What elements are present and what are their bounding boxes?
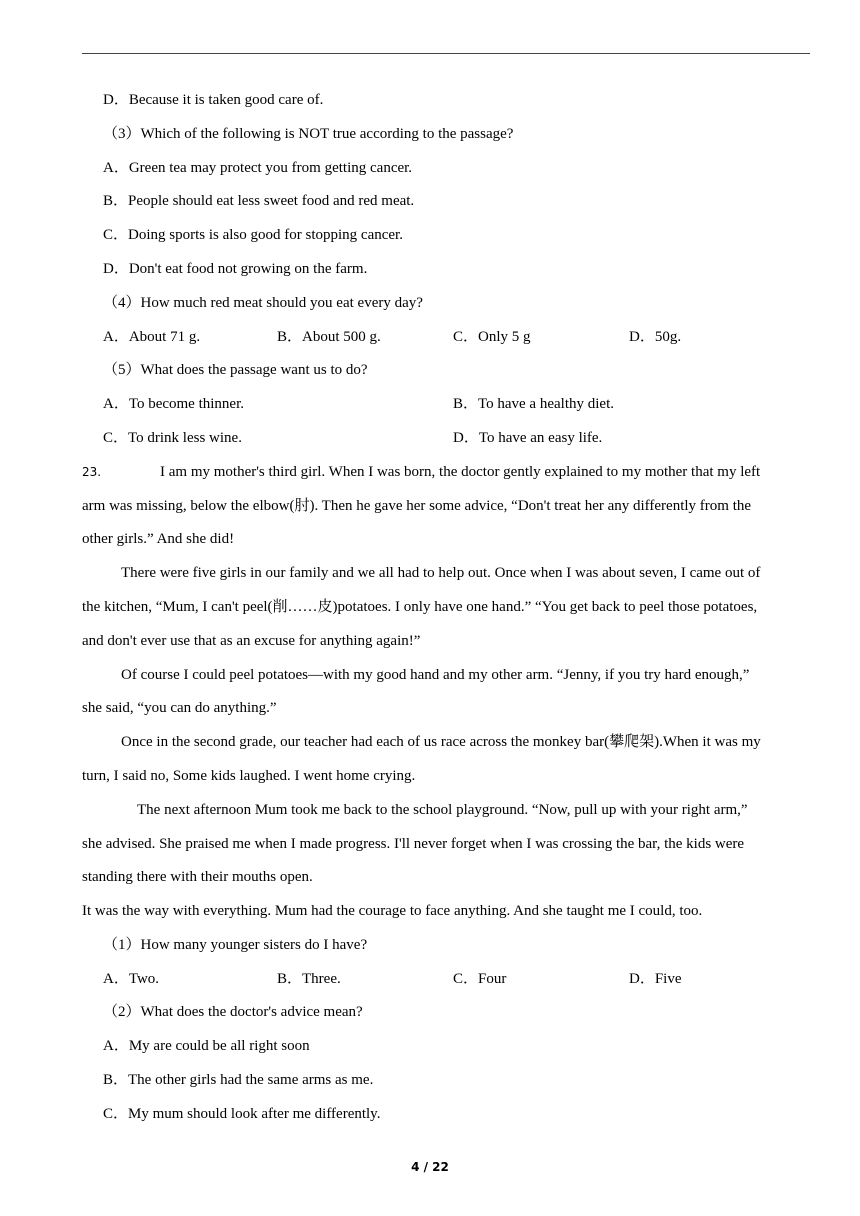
q22-q4-option-b: B．About 500 g. xyxy=(277,329,381,345)
q22-q3-option-d: D．Don't eat food not growing on the farm. xyxy=(103,261,368,277)
q23-q1-option-a: A．Two. xyxy=(103,971,160,987)
q23-q1-option-d: D．Five xyxy=(629,971,682,987)
q22-q5-option-d: D．To have an easy life. xyxy=(453,430,603,446)
q23-passage-line: Of course I could peel potatoes—with my good hand and my other arm. “Jenny, if you try hard enough,” xyxy=(121,667,750,683)
q22-q3-option-a: A．Green tea may protect you from getting cancer. xyxy=(103,160,413,176)
q23-passage-line: she said, “you can do anything.” xyxy=(82,700,277,716)
q23-passage-line: and don't ever use that as an excuse for anything again!” xyxy=(82,633,421,649)
q23-q1-stem: （1）How many younger sisters do I have? xyxy=(103,937,368,953)
q22-q5-option-b: B．To have a healthy diet. xyxy=(453,396,614,412)
q23-q1-option-c: C．Four xyxy=(453,971,507,987)
q23-passage-line: turn, I said no, Some kids laughed. I went home crying. xyxy=(82,768,416,784)
q23-q2-option-a: A．My are could be all right soon xyxy=(103,1038,310,1054)
q22-q4-option-a: A．About 71 g. xyxy=(103,329,201,345)
q23-passage-line: arm was missing, below the elbow(肘). Then he gave her some advice, “Don't treat her any differently from the xyxy=(82,498,752,514)
q22-q5-option-a: A．To become thinner. xyxy=(103,396,244,412)
q22-q4-stem: （4）How much red meat should you eat every day? xyxy=(103,295,423,311)
header-rule xyxy=(82,53,810,54)
q23-number: 23. xyxy=(82,465,102,479)
q23-passage-line: There were five girls in our family and we all had to help out. Once when I was about seven, I came out of xyxy=(121,565,761,581)
q22-q3-option-b: B．People should eat less sweet food and red meat. xyxy=(103,193,415,209)
q23-q1-option-b: B．Three. xyxy=(277,971,341,987)
q22-q2-option-d: D．Because it is taken good care of. xyxy=(103,92,324,108)
q23-passage-line: the kitchen, “Mum, I can't peel(削……皮)potatoes. I only have one hand.” “You get back to peel those potatoes, xyxy=(82,599,758,615)
q23-passage-line: she advised. She praised me when I made progress. I'll never forget when I was crossing the bar, the kids were xyxy=(82,836,745,852)
q22-q4-option-c: C．Only 5 g xyxy=(453,329,531,345)
q23-passage-line: other girls.” And she did! xyxy=(82,531,235,547)
q23-passage-line: The next afternoon Mum took me back to the school playground. “Now, pull up with your right arm,” xyxy=(137,802,748,818)
page-number: 4 / 22 xyxy=(411,1160,449,1174)
q22-q4-option-d: D．50g. xyxy=(629,329,682,345)
q23-q2-stem: （2）What does the doctor's advice mean? xyxy=(103,1004,363,1020)
q23-passage-line: I am my mother's third girl. When I was born, the doctor gently explained to my mother that my left xyxy=(160,464,761,480)
q22-q3-stem: （3）Which of the following is NOT true according to the passage? xyxy=(103,126,514,142)
q22-q3-option-c: C．Doing sports is also good for stopping cancer. xyxy=(103,227,403,243)
q22-q5-option-c: C．To drink less wine. xyxy=(103,430,242,446)
q23-q2-option-c: C．My mum should look after me differently. xyxy=(103,1106,381,1122)
q23-passage-line: Once in the second grade, our teacher had each of us race across the monkey bar(攀爬架).When it was my xyxy=(121,734,761,750)
q23-passage-line: It was the way with everything. Mum had the courage to face anything. And she taught me I could, too. xyxy=(82,903,703,919)
q23-q2-option-b: B．The other girls had the same arms as me. xyxy=(103,1072,374,1088)
q22-q5-stem: （5）What does the passage want us to do? xyxy=(103,362,368,378)
q23-passage-line: standing there with their mouths open. xyxy=(82,869,313,885)
